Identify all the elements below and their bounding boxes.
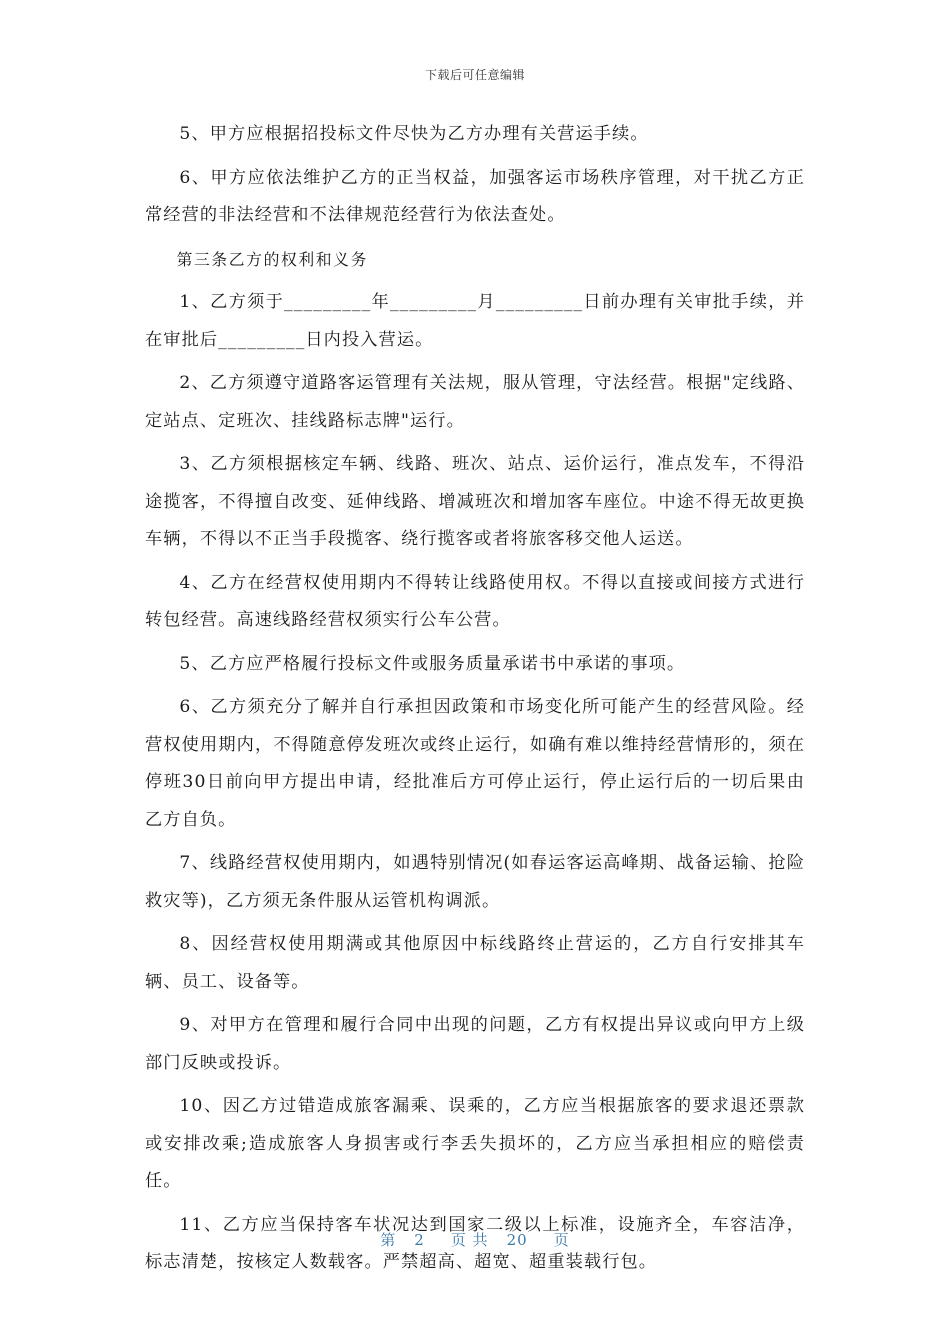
footer-prefix: 第 <box>380 1231 397 1249</box>
section-heading-article-3: 第三条乙方的权利和义务 <box>176 249 368 269</box>
page-footer <box>0 1229 950 1250</box>
paragraph-b10: 10、因乙方过错造成旅客漏乘、误乘的，乙方应当根据旅客的要求退还票款或安排改乘;造成旅客人身损害或行李丢失损坏的，乙方应当承担相应的赔偿责任。 <box>145 1096 805 1191</box>
paragraph-b7: 7、线路经营权使用期内，如遇特别情况(如春运客运高峰期、战备运输、抢险救灾等)，乙方须无条件服从运管机构调派。 <box>145 853 805 911</box>
footer-suffix: 页 <box>553 1231 570 1249</box>
paragraph-a5: 5、甲方应根据招投标文件尽快为乙方办理有关营运手续。 <box>179 124 649 144</box>
paragraph-a6: 6、甲方应依法维护乙方的正当权益，加强客运市场秩序管理，对干扰乙方正常经营的非法经营和不法律规范经营行为依法查处。 <box>145 167 805 225</box>
paragraph-b5: 5、乙方应严格履行投标文件或服务质量承诺书中承诺的事项。 <box>179 653 686 674</box>
paragraph-b1: 1、乙方须于_________年_________月_________日前办理有关审批手续，并在审批后_________日内投入营运。 <box>145 292 805 350</box>
paragraph-b6: 6、乙方须充分了解并自行承担因政策和市场变化所可能产生的经营风险。经营权使用期内，不得随意停发班次或终止运行，如确有难以维持经营情形的，须在停班30日前向甲方提出申请，经批准后方可停止运行，停止运行后的一切后果由乙方自负。 <box>145 697 805 830</box>
paragraph-b11: 11、乙方应当保持客车状况达到国家二级以上标准，设施齐全，车容洁净，标志清楚，按核定人数载客。严禁超高、超宽、超重装载行包。 <box>145 1214 805 1272</box>
paragraph-b2: 2、乙方须遵守道路客运管理有关法规，服从管理，守法经营。根据"定线路、定站点、定班次、挂线路标志牌"运行。 <box>145 373 805 431</box>
paragraph-b4: 4、乙方在经营权使用期内不得转让线路使用权。不得以直接或间接方式进行转包经营。高速线路经营权须实行公车公营。 <box>145 572 805 630</box>
paragraph-b3: 3、乙方须根据核定车辆、线路、班次、站点、运价运行，准点发车，不得沿途揽客，不得擅自改变、延伸线路、增减班次和增加客车座位。中途不得无故更换车辆，不得以不正当手段揽客、绕行揽客或者将旅客移交他人运送。 <box>145 454 805 549</box>
paragraph-b8: 8、因经营权使用期满或其他原因中标线路终止营运的，乙方自行安排其车辆、员工、设备等。 <box>145 934 805 992</box>
paragraph-b9: 9、对甲方在管理和履行合同中出现的问题，乙方有权提出异议或向甲方上级部门反映或投诉。 <box>145 1015 805 1073</box>
footer-middle: 页 共 <box>450 1231 489 1249</box>
footer-page-number: 2 <box>414 1231 425 1249</box>
header-note: 下载后可任意编辑 <box>424 68 525 82</box>
document-body <box>145 116 805 1288</box>
footer-page-total: 20 <box>506 1231 528 1249</box>
